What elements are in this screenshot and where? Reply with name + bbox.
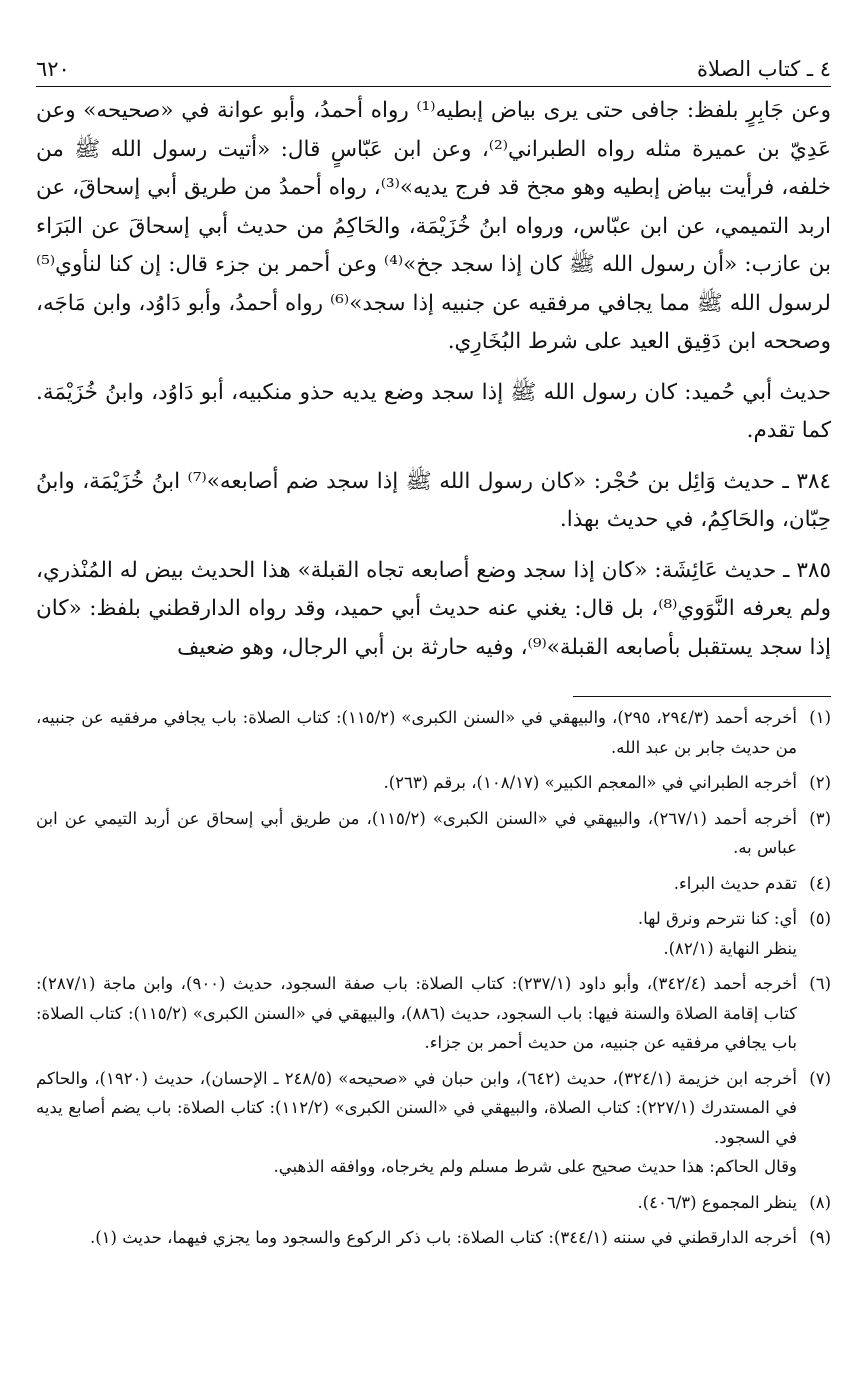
footnote-text: أخرجه الدارقطني في سننه (٣٤٤/١): كتاب الصلاة: باب ذكر الركوع والسجود وما يجزي فيهما، حديث (١). bbox=[89, 1228, 797, 1247]
footnote-number: (٣) bbox=[809, 808, 831, 828]
paragraph: ٣٨٥ ـ حديث عَائِشَة: «كان إذا سجد وضع أصابعه تجاه القبلة» هذا الحديث بيض له المُنْذري، ولم يعرفه النَّوَوي⁽⁸⁾، بل قال: يغني عنه حديث أبي حميد، وقد رواه الدارقطني بلفظ: «كان إذا سجد يستقبل بأصابعه القبلة»⁽⁹⁾، وفيه حارثة بن أبي الرجال، وهو ضعيف bbox=[36, 557, 832, 660]
footnote-text: أخرجه أحمد (٢٩٤/٣، ٢٩٥)، والبيهقي في «السنن الكبرى» (١١٥/٢): كتاب الصلاة: باب يجافي مرفقيه عن جنبيه، من حديث جابر بن عبد الله. bbox=[36, 708, 797, 757]
footnote bbox=[36, 969, 831, 1058]
footnote-number: (٩) bbox=[809, 1228, 831, 1247]
main-text bbox=[36, 92, 831, 679]
chapter-title: ٤ ـ كتاب الصلاة bbox=[697, 57, 831, 81]
footnote-number: (٨) bbox=[809, 1192, 831, 1212]
footnote-text: ينظر النهاية (٨٢/١). bbox=[663, 938, 797, 958]
footnote-divider bbox=[573, 696, 831, 697]
footnotes bbox=[36, 703, 831, 1259]
page-header bbox=[36, 52, 831, 86]
paragraph: ٣٨٤ ـ حديث وَائِل بن حُجْر: «كان رسول الله ﷺ إذا سجد ضم أصابعه»⁽⁷⁾ ابنُ خُزَيْمَة، وابنُ حِبّان، والحَاكِمُ، في حديث بهذا. bbox=[36, 468, 831, 532]
footnote-text: أخرجه الطبراني في «المعجم الكبير» (١٠٨/١٧)، برقم (٢٦٣). bbox=[383, 773, 797, 792]
footnote-text: تقدم حديث البراء. bbox=[673, 873, 797, 893]
footnote-number: (٥) bbox=[809, 909, 831, 928]
footnote-text: أخرجه أحمد (٢٦٧/١)، والبيهقي في «السنن الكبرى» (١١٥/٢)، من طريق أبي إسحاق عن أربد التيمي عن ابن عباس به. bbox=[36, 808, 797, 857]
footnote bbox=[36, 904, 831, 963]
footnote-text: وقال الحاكم: هذا حديث صحيح على شرط مسلم ولم يخرجاه، ووافقه الذهبي. bbox=[273, 1157, 797, 1176]
footnote-text: أخرجه ابن خزيمة (٣٢٤/١)، حديث (٦٤٢)، وابن حبان في «صحيحه» (٢٤٨/٥ ـ الإحسان)، حديث (١٩٢٠)، والحاكم في المستدرك (٢٢٧/١): كتاب الصلاة، والبيهقي في «السنن الكبرى» (١١٢/٢): كتاب الصلاة: باب يضم أصابع يديه في السجود. bbox=[36, 1068, 797, 1147]
footnote bbox=[36, 869, 831, 899]
footnote-text: ينظر المجموع (٤٠٦/٣). bbox=[637, 1192, 797, 1212]
footnote bbox=[36, 1188, 831, 1218]
footnote-text: أي: كنا نترحم ونرق لها. bbox=[637, 909, 797, 928]
page-number: ٦٢٠ bbox=[36, 57, 70, 81]
footnote bbox=[36, 768, 831, 798]
footnote bbox=[36, 1064, 831, 1182]
footnote bbox=[36, 804, 831, 863]
footnote-number: (٤) bbox=[809, 873, 831, 893]
footnote bbox=[36, 1223, 831, 1253]
footnote-number: (٧) bbox=[809, 1068, 831, 1088]
footnote-number: (٢) bbox=[809, 773, 831, 792]
footnote-number: (٦) bbox=[809, 974, 831, 993]
header-divider bbox=[36, 86, 831, 87]
footnote bbox=[36, 703, 831, 762]
footnote-number: (١) bbox=[809, 708, 831, 727]
paragraph: وعن جَابِرٍ بلفظ: جافى حتى يرى بياض إبطيه⁽¹⁾ رواه أحمدُ، وأبو عوانة في «صحيحه» وعن عَدِيّ بن عميرة مثله رواه الطبراني⁽²⁾، وعن ابن عَبّاسٍ قال: «أتيت رسول الله ﷺ من خلفه، فرأيت بياض إبطيه وهو مجخ قد فرج يديه»⁽³⁾، رواه أحمدُ من طريق أبي إسحاقَ، عن اربد التميمي، عن ابن عبّاس، ورواه ابنُ خُزَيْمَة، والحَاكِمُ من حديث أبي إسحاقَ عن البَرَاء بن عازب: «أن رسول الله ﷺ كان إذا سجد جخ»⁽⁴⁾ وعن أحمر بن جزء قال: إن كنا لنأوي⁽⁵⁾ لرسول الله ﷺ مما يجافي مرفقيه عن جنبيه إذا سجد»⁽⁶⁾ رواه أحمدُ، وأبو دَاوُد، وابن مَاجَه، وصححه ابن دَقِيق العيد على شرط البُخَارِي. bbox=[36, 98, 831, 354]
footnote-text: أخرجه أحمد (٣٤٢/٤)، وأبو داود (٢٣٧/١): كتاب الصلاة: باب صفة السجود، حديث (٩٠٠)، وابن ماجة (٢٨٧/١): كتاب إقامة الصلاة والسنة فيها: باب السجود، حديث (٨٨٦)، والبيهقي في «السنن الكبرى» (١١٥/٢): كتاب الصلاة: باب يجافي مرفقيه عن جنبيه، من حديث أحمر بن جزاء. bbox=[36, 974, 797, 1052]
paragraph: حديث أبي حُميد: كان رسول الله ﷺ إذا سجد وضع يديه حذو منكبيه، أبو دَاوُد، وابنُ خُزَيْمَة. كما تقدم. bbox=[36, 379, 831, 443]
